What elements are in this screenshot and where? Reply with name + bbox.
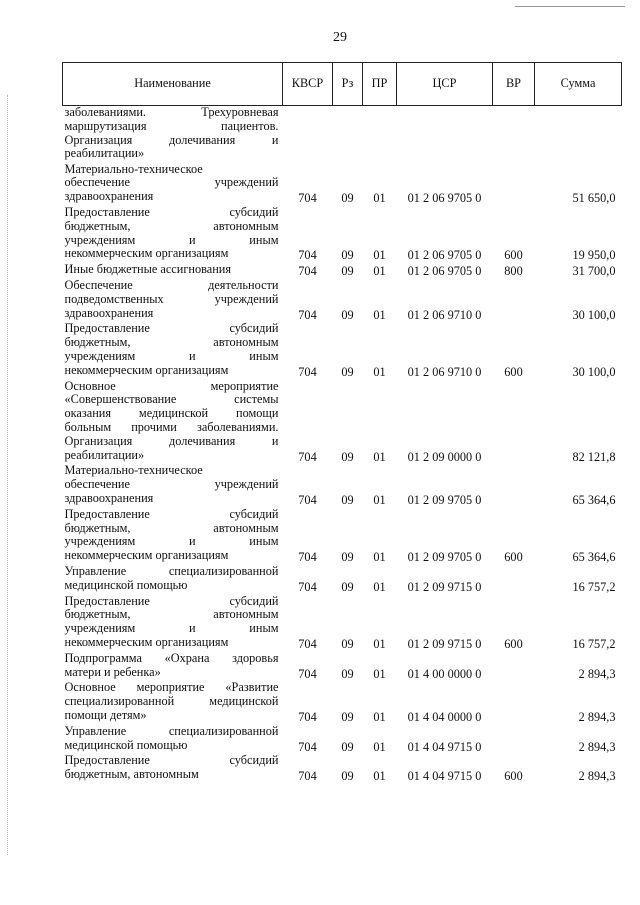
row-name-line: медицинской помощью (64, 737, 188, 752)
row-csr: 01 2 09 9705 0 (407, 493, 482, 508)
row-sum: 51 650,0 (572, 191, 616, 206)
row-sum: 65 364,6 (572, 493, 616, 508)
row-name-line: маршрутизация пациентов. (64, 118, 279, 133)
row-rz: 09 (341, 666, 354, 681)
row-pr: 01 (373, 307, 386, 322)
col-header-sum: Сумма (535, 63, 622, 106)
top-rule (515, 6, 625, 7)
row-pr: 01 (373, 666, 386, 681)
row-vr: 600 (504, 248, 523, 263)
col-header-rz: Рз (333, 63, 363, 106)
row-name (63, 464, 283, 507)
row-kvsr: 704 (298, 191, 317, 206)
row-name-line: заболеваниями. Трехуровневая (64, 105, 279, 119)
table-row (63, 163, 622, 206)
row-rz: 09 (341, 739, 354, 754)
row-name (63, 263, 283, 279)
row-kvsr: 704 (298, 264, 317, 279)
row-vr: 600 (504, 637, 523, 651)
row-name-line: здравоохранения (64, 305, 154, 320)
row-name (63, 163, 283, 206)
row-vr (493, 380, 535, 465)
row-name-line: некоммерческим организациям (64, 362, 229, 377)
row-rz: 09 (341, 493, 354, 508)
row-csr: 01 4 00 0000 0 (407, 666, 482, 681)
row-csr: 01 4 04 0000 0 (407, 709, 482, 724)
row-name (63, 106, 283, 163)
row-name-line: матери и ребенка» (64, 664, 161, 679)
row-name-line: Организация долечивания и (64, 433, 279, 448)
row-rz: 09 (341, 637, 354, 651)
row-rz: 09 (341, 709, 354, 724)
row-name (63, 754, 283, 784)
row-vr (493, 725, 535, 755)
row-rz: 09 (341, 579, 354, 594)
row-vr (493, 565, 535, 595)
row-name-line: Основное мероприятие (64, 378, 279, 393)
table-row (63, 681, 622, 724)
row-sum: 16 757,2 (572, 579, 616, 594)
col-header-pr: ПР (363, 63, 397, 106)
row-csr: 01 2 06 9710 0 (407, 364, 482, 379)
row-name-line: подведомственных учреждений (64, 291, 279, 306)
row-rz: 09 (341, 364, 354, 379)
row-name-line: Предоставление субсидий (64, 205, 279, 220)
table-row (63, 279, 622, 322)
row-pr: 01 (373, 637, 386, 651)
row-pr: 01 (373, 264, 386, 279)
row-name-line: Обеспечение деятельности (64, 278, 279, 293)
col-header-vr: ВР (493, 63, 535, 106)
budget-table (62, 62, 622, 784)
row-csr: 01 2 09 0000 0 (407, 449, 482, 464)
row-csr: 01 2 09 9715 0 (407, 579, 482, 594)
row-vr (493, 163, 535, 206)
row-name (63, 322, 283, 379)
table-row (63, 754, 622, 784)
table-row (63, 565, 622, 595)
row-kvsr: 704 (298, 248, 317, 263)
row-sum: 31 700,0 (572, 264, 616, 279)
row-kvsr: 704 (298, 739, 317, 754)
row-pr: 01 (373, 493, 386, 508)
table-row (63, 322, 622, 379)
row-kvsr: 704 (298, 493, 317, 508)
row-sum: 16 757,2 (572, 637, 616, 651)
row-name (63, 652, 283, 682)
row-name-line: учреждениям и иным (64, 232, 279, 247)
row-name-line: реабилитации» (64, 146, 145, 161)
row-pr: 01 (373, 709, 386, 724)
row-sum: 2 894,3 (578, 666, 616, 681)
row-pr: 01 (373, 364, 386, 379)
row-sum: 19 950,0 (572, 248, 616, 263)
row-name-line: Управление специализированной (64, 564, 279, 579)
row-kvsr (283, 106, 333, 163)
row-pr: 01 (373, 449, 386, 464)
margin-dots (7, 95, 8, 855)
row-name-line: больным прочими заболеваниями. (64, 420, 279, 435)
col-header-name: Наименование (63, 63, 283, 106)
row-sum (535, 106, 622, 163)
row-vr (493, 652, 535, 682)
row-name-line: бюджетным, автономным (64, 767, 199, 782)
row-name-line: Организация долечивания и (64, 132, 279, 147)
page-number: 29 (333, 30, 347, 45)
row-vr: 800 (504, 264, 523, 279)
table-row (63, 380, 622, 465)
row-vr (493, 464, 535, 507)
row-name-line: учреждениям и иным (64, 621, 279, 636)
row-kvsr: 704 (298, 364, 317, 379)
row-sum: 2 894,3 (578, 709, 616, 724)
row-name-line: Предоставление субсидий (64, 753, 279, 768)
table-row (63, 508, 622, 565)
row-name (63, 595, 283, 652)
row-name-line: Предоставление субсидий (64, 593, 279, 608)
row-name-line: специализированной медицинской (64, 694, 279, 709)
row-rz: 09 (341, 449, 354, 464)
table-header-row (63, 63, 622, 106)
row-name-line: Материально-техническое (64, 161, 203, 176)
row-kvsr: 704 (298, 637, 317, 651)
row-name-line: здравоохранения (64, 491, 154, 506)
table-row (63, 206, 622, 263)
row-name-line: некоммерческим организациям (64, 635, 229, 649)
row-kvsr: 704 (298, 449, 317, 464)
row-name-line: помощи детям» (64, 707, 147, 722)
row-csr: 01 2 06 9705 0 (407, 264, 482, 279)
col-header-kvsr: КВСР (283, 63, 333, 106)
row-kvsr: 704 (298, 666, 317, 681)
row-csr (397, 106, 493, 163)
row-name-line: бюджетным, автономным (64, 218, 279, 233)
row-rz (333, 106, 363, 163)
table-row (63, 652, 622, 682)
row-sum: 2 894,3 (578, 739, 616, 754)
row-name-line: бюджетным, автономным (64, 607, 279, 622)
row-kvsr: 704 (298, 307, 317, 322)
row-name-line: «Совершенствование системы (64, 392, 279, 407)
row-csr: 01 2 06 9705 0 (407, 191, 482, 206)
table-row (63, 595, 622, 652)
row-vr: 600 (504, 550, 523, 565)
row-rz: 09 (341, 191, 354, 206)
row-name-line: обеспечение учреждений (64, 477, 279, 492)
row-pr: 01 (373, 550, 386, 565)
row-name-line: Предоставление субсидий (64, 506, 279, 521)
row-pr: 01 (373, 248, 386, 263)
row-sum: 30 100,0 (572, 364, 616, 379)
row-pr: 01 (373, 739, 386, 754)
row-csr: 01 4 04 9715 0 (407, 739, 482, 754)
row-kvsr: 704 (298, 709, 317, 724)
row-vr: 600 (504, 364, 523, 379)
row-rz: 09 (341, 307, 354, 322)
row-name-line: Предоставление субсидий (64, 321, 279, 336)
row-name-line: медицинской помощью (64, 577, 188, 592)
row-pr (363, 106, 397, 163)
row-name-line: Управление специализированной (64, 723, 279, 738)
row-name-line: бюджетным, автономным (64, 335, 279, 350)
row-csr: 01 2 09 9715 0 (407, 637, 482, 651)
row-vr (493, 106, 535, 163)
row-pr: 01 (373, 769, 386, 784)
row-name (63, 565, 283, 595)
row-sum: 30 100,0 (572, 307, 616, 322)
row-name-line: некоммерческим организациям (64, 246, 229, 261)
row-name-line: реабилитации» (64, 447, 145, 462)
row-name-line: обеспечение учреждений (64, 175, 279, 190)
row-sum: 2 894,3 (578, 769, 616, 784)
row-pr: 01 (373, 579, 386, 594)
row-name (63, 681, 283, 724)
row-name-line: учреждениям и иным (64, 349, 279, 364)
row-name (63, 206, 283, 263)
row-name-line: учреждениям и иным (64, 534, 279, 549)
row-csr: 01 2 06 9710 0 (407, 307, 482, 322)
row-name (63, 508, 283, 565)
row-name-line: Подпрограмма «Охрана здоровья (64, 650, 279, 665)
table-row (63, 464, 622, 507)
row-name-line: Иные бюджетные ассигнования (64, 262, 232, 277)
row-name-line: Основное мероприятие «Развитие (64, 680, 279, 695)
table-body (63, 106, 622, 784)
row-kvsr: 704 (298, 579, 317, 594)
row-kvsr: 704 (298, 769, 317, 784)
row-name-line: здравоохранения (64, 189, 154, 204)
row-vr: 600 (504, 769, 523, 784)
table-row (63, 725, 622, 755)
row-rz: 09 (341, 769, 354, 784)
row-csr: 01 2 06 9705 0 (407, 248, 482, 263)
row-name (63, 725, 283, 755)
row-csr: 01 4 04 9715 0 (407, 769, 482, 784)
row-sum: 65 364,6 (572, 550, 616, 565)
row-sum: 82 121,8 (572, 449, 616, 464)
col-header-csr: ЦСР (397, 63, 493, 106)
row-name (63, 380, 283, 465)
row-pr: 01 (373, 191, 386, 206)
table-row (63, 263, 622, 279)
row-rz: 09 (341, 264, 354, 279)
row-name-line: некоммерческим организациям (64, 548, 229, 563)
table-row (63, 106, 622, 163)
row-name-line: Материально-техническое (64, 463, 203, 478)
row-vr (493, 681, 535, 724)
row-csr: 01 2 09 9705 0 (407, 550, 482, 565)
row-name (63, 279, 283, 322)
row-name-line: оказания медицинской помощи (64, 406, 279, 421)
row-kvsr: 704 (298, 550, 317, 565)
row-name-line: бюджетным, автономным (64, 520, 279, 535)
row-rz: 09 (341, 550, 354, 565)
row-vr (493, 279, 535, 322)
row-rz: 09 (341, 248, 354, 263)
